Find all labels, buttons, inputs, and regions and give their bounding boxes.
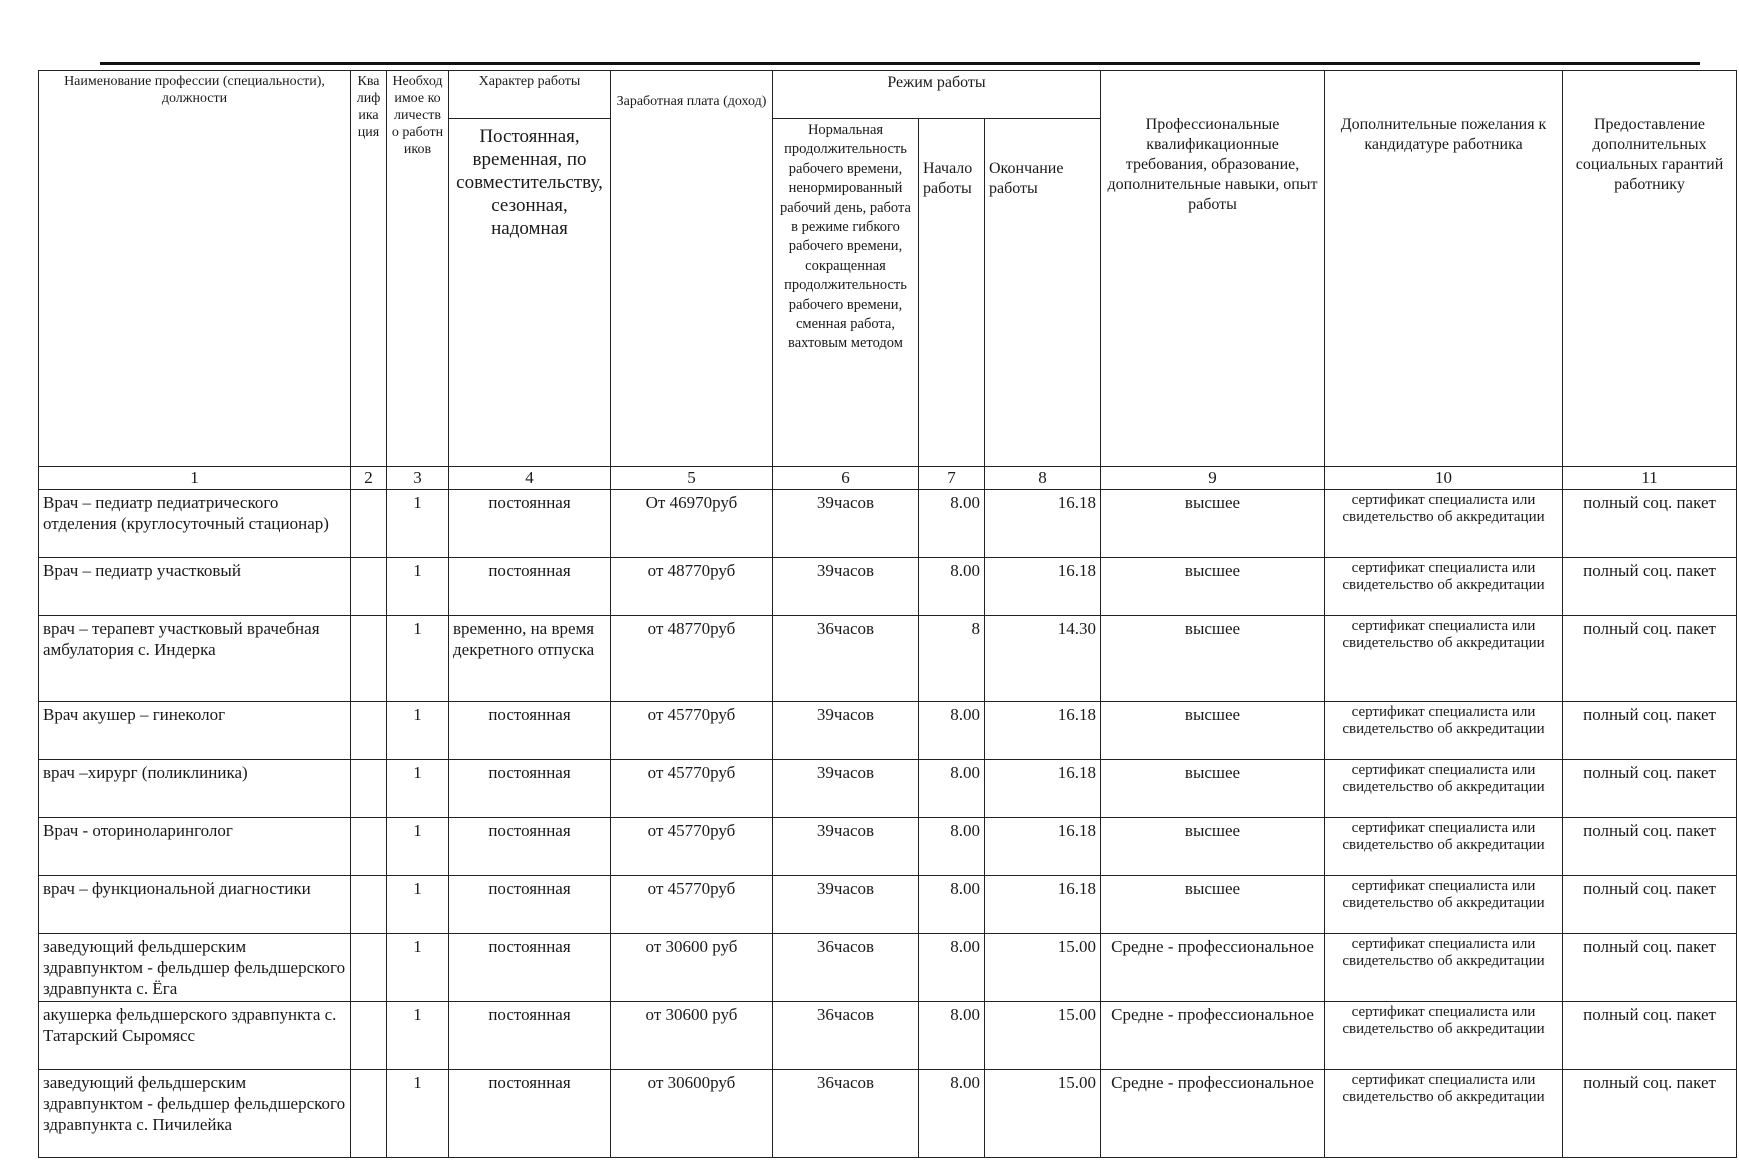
candidate-wishes: сертификат специалиста или свидетельство об аккредитации (1325, 818, 1563, 876)
work-type: постоянная (449, 818, 611, 876)
profession-name: заведующий фельдшерским здравпунктом - фельдшер фельдшерского здравпункта с. Пичилейка (39, 1070, 351, 1158)
end-time: 16.18 (985, 760, 1101, 818)
vacancy-table (38, 70, 1737, 1158)
start-time: 8.00 (919, 1070, 985, 1158)
col-number: 5 (611, 467, 773, 490)
qualification (351, 876, 387, 934)
profession-name: заведующий фельдшерским здравпунктом - фельдшер фельдшерского здравпункта с. Ёга (39, 934, 351, 1002)
social-guarantees: полный соц. пакет (1563, 818, 1737, 876)
col-number: 10 (1325, 467, 1563, 490)
start-time: 8 (919, 616, 985, 702)
work-hours: 39часов (773, 876, 919, 934)
education: высшее (1101, 558, 1325, 616)
start-time: 8.00 (919, 490, 985, 558)
table-row (39, 934, 1737, 1002)
education: высшее (1101, 760, 1325, 818)
profession-name: акушерка фельдшерского здравпункта с. Татарский Сыромясс (39, 1002, 351, 1070)
end-time: 16.18 (985, 558, 1101, 616)
profession-name: врач – функциональной диагностики (39, 876, 351, 934)
candidate-wishes: сертификат специалиста или свидетельство об аккредитации (1325, 702, 1563, 760)
col-number: 4 (449, 467, 611, 490)
social-guarantees: полный соц. пакет (1563, 616, 1737, 702)
social-guarantees: полный соц. пакет (1563, 1002, 1737, 1070)
end-time: 15.00 (985, 1002, 1101, 1070)
start-time: 8.00 (919, 876, 985, 934)
work-type: постоянная (449, 558, 611, 616)
start-time: 8.00 (919, 760, 985, 818)
header-requirements: Профессиональные квалификационные требования, образование, дополнительные навыки, опыт работы (1101, 71, 1325, 467)
work-hours: 39часов (773, 818, 919, 876)
education: высшее (1101, 818, 1325, 876)
end-time: 16.18 (985, 702, 1101, 760)
social-guarantees: полный соц. пакет (1563, 1070, 1737, 1158)
top-rule (100, 62, 1700, 65)
vacancy-count: 1 (387, 702, 449, 760)
candidate-wishes: сертификат специалиста или свидетельство об аккредитации (1325, 760, 1563, 818)
social-guarantees: полный соц. пакет (1563, 558, 1737, 616)
header-profession: Наименование профессии (специальности), должности (39, 71, 351, 467)
salary: от 45770руб (611, 702, 773, 760)
col-number: 3 (387, 467, 449, 490)
header-work-type-sub: Постоянная, временная, по совместительству, сезонная, надомная (449, 119, 611, 467)
header-count: Необходимое количество работников (387, 71, 449, 467)
education: высшее (1101, 490, 1325, 558)
salary: от 30600 руб (611, 934, 773, 1002)
profession-name: Врач - оториноларинголог (39, 818, 351, 876)
vacancy-count: 1 (387, 558, 449, 616)
work-type: постоянная (449, 934, 611, 1002)
table-row (39, 1070, 1737, 1158)
work-hours: 36часов (773, 616, 919, 702)
vacancy-count: 1 (387, 818, 449, 876)
vacancy-count: 1 (387, 934, 449, 1002)
education: Средне - профессиональное (1101, 1070, 1325, 1158)
salary: от 45770руб (611, 760, 773, 818)
header-start: Начало работы (919, 119, 985, 467)
profession-name: врач – терапевт участковый врачебная амбулатория с. Индерка (39, 616, 351, 702)
start-time: 8.00 (919, 934, 985, 1002)
education: высшее (1101, 616, 1325, 702)
start-time: 8.00 (919, 1002, 985, 1070)
education: Средне - профессиональное (1101, 1002, 1325, 1070)
vacancy-count: 1 (387, 490, 449, 558)
qualification (351, 616, 387, 702)
work-hours: 39часов (773, 702, 919, 760)
candidate-wishes: сертификат специалиста или свидетельство об аккредитации (1325, 490, 1563, 558)
salary: от 48770руб (611, 616, 773, 702)
work-type: постоянная (449, 702, 611, 760)
qualification (351, 818, 387, 876)
vacancy-count: 1 (387, 876, 449, 934)
work-hours: 39часов (773, 490, 919, 558)
candidate-wishes: сертификат специалиста или свидетельство об аккредитации (1325, 1002, 1563, 1070)
social-guarantees: полный соц. пакет (1563, 760, 1737, 818)
education: высшее (1101, 876, 1325, 934)
qualification (351, 1070, 387, 1158)
start-time: 8.00 (919, 558, 985, 616)
salary: от 48770руб (611, 558, 773, 616)
header-wishes: Дополнительные пожелания к кандидатуре работника (1325, 71, 1563, 467)
profession-name: Врач акушер – гинеколог (39, 702, 351, 760)
table-row (39, 616, 1737, 702)
salary: от 30600 руб (611, 1002, 773, 1070)
end-time: 16.18 (985, 818, 1101, 876)
work-type: постоянная (449, 490, 611, 558)
work-hours: 39часов (773, 760, 919, 818)
col-number: 11 (1563, 467, 1737, 490)
profession-name: Врач – педиатр педиатрического отделения (круглосуточный стационар) (39, 490, 351, 558)
vacancy-count: 1 (387, 1002, 449, 1070)
header-end: Окончание работы (985, 119, 1101, 467)
work-type: постоянная (449, 876, 611, 934)
end-time: 15.00 (985, 934, 1101, 1002)
qualification (351, 760, 387, 818)
profession-name: врач –хирург (поликлиника) (39, 760, 351, 818)
vacancy-count: 1 (387, 1070, 449, 1158)
salary: От 46970руб (611, 490, 773, 558)
col-number: 6 (773, 467, 919, 490)
header-hours: Нормальная продолжительность рабочего времени, ненормированный рабочий день, работа в режиме гибкого рабочего времени, сокращенная продолжительность рабочего времени, сменная работа, вахтовым методом (773, 119, 919, 467)
social-guarantees: полный соц. пакет (1563, 934, 1737, 1002)
header-social: Предоставление дополнительных социальных гарантий работнику (1563, 71, 1737, 467)
col-number: 8 (985, 467, 1101, 490)
qualification (351, 490, 387, 558)
start-time: 8.00 (919, 702, 985, 760)
education: Средне - профессиональное (1101, 934, 1325, 1002)
social-guarantees: полный соц. пакет (1563, 490, 1737, 558)
candidate-wishes: сертификат специалиста или свидетельство об аккредитации (1325, 934, 1563, 1002)
header-mode: Режим работы (773, 71, 1101, 119)
qualification (351, 558, 387, 616)
table-row (39, 760, 1737, 818)
col-number: 9 (1101, 467, 1325, 490)
table-row (39, 818, 1737, 876)
social-guarantees: полный соц. пакет (1563, 702, 1737, 760)
candidate-wishes: сертификат специалиста или свидетельство об аккредитации (1325, 1070, 1563, 1158)
work-type: временно, на время декретного отпуска (449, 616, 611, 702)
col-number: 1 (39, 467, 351, 490)
work-type: постоянная (449, 760, 611, 818)
table-row (39, 702, 1737, 760)
work-hours: 39часов (773, 558, 919, 616)
education: высшее (1101, 702, 1325, 760)
header-salary: Заработная плата (доход) (611, 71, 773, 467)
end-time: 16.18 (985, 876, 1101, 934)
table-row (39, 876, 1737, 934)
profession-name: Врач – педиатр участковый (39, 558, 351, 616)
qualification (351, 934, 387, 1002)
work-hours: 36часов (773, 934, 919, 1002)
work-hours: 36часов (773, 1070, 919, 1158)
end-time: 16.18 (985, 490, 1101, 558)
salary: от 30600руб (611, 1070, 773, 1158)
vacancy-count: 1 (387, 616, 449, 702)
candidate-wishes: сертификат специалиста или свидетельство об аккредитации (1325, 616, 1563, 702)
work-hours: 36часов (773, 1002, 919, 1070)
social-guarantees: полный соц. пакет (1563, 876, 1737, 934)
salary: от 45770руб (611, 876, 773, 934)
col-number: 2 (351, 467, 387, 490)
start-time: 8.00 (919, 818, 985, 876)
qualification (351, 702, 387, 760)
col-number: 7 (919, 467, 985, 490)
table-row (39, 558, 1737, 616)
header-qualification: Квалификация (351, 71, 387, 467)
candidate-wishes: сертификат специалиста или свидетельство об аккредитации (1325, 876, 1563, 934)
end-time: 15.00 (985, 1070, 1101, 1158)
table-row (39, 1002, 1737, 1070)
work-type: постоянная (449, 1002, 611, 1070)
end-time: 14.30 (985, 616, 1101, 702)
qualification (351, 1002, 387, 1070)
work-type: постоянная (449, 1070, 611, 1158)
candidate-wishes: сертификат специалиста или свидетельство об аккредитации (1325, 558, 1563, 616)
vacancy-count: 1 (387, 760, 449, 818)
table-row (39, 490, 1737, 558)
header-work-type: Характер работы (449, 71, 611, 119)
salary: от 45770руб (611, 818, 773, 876)
